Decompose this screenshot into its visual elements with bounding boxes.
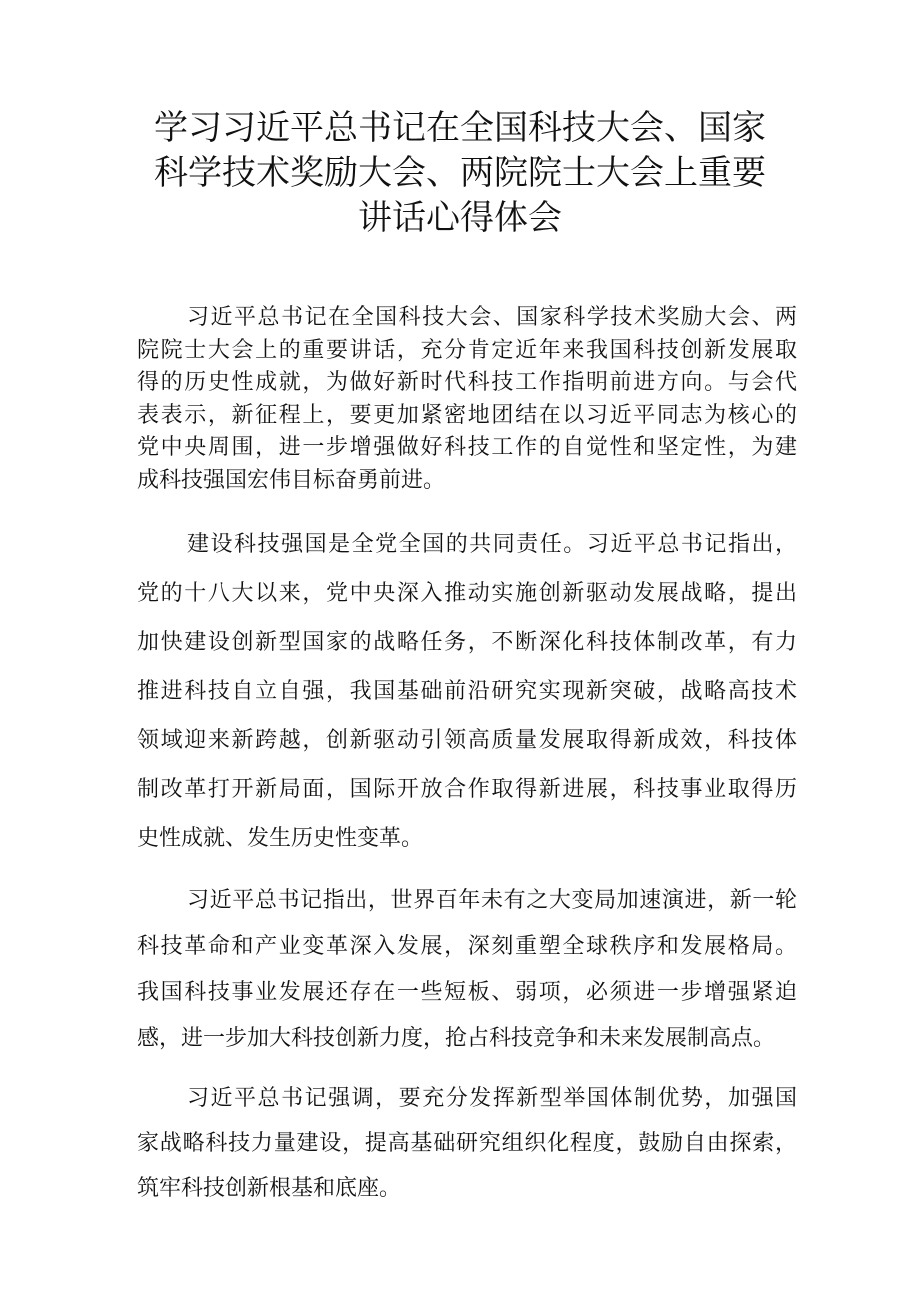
paragraph-line: 筑牢科技创新根基和底座。 xyxy=(137,1176,402,1201)
paragraph-line: 表表示，新征程上，要更加紧密地团结在以习近平同志为核心的 xyxy=(137,402,797,428)
paragraph-line: 院院士大会上的重要讲话，充分肯定近年来我国科技创新发展取 xyxy=(137,337,797,363)
paragraph-line: 家战略科技力量建设，提高基础研究组织化程度，鼓励自由探索， xyxy=(137,1131,797,1156)
title-line: 科学技术奖励大会、两院院士大会上重要 xyxy=(154,153,766,193)
paragraph-line: 领域迎来新跨越，创新驱动引领高质量发展取得新成效，科技体 xyxy=(137,728,797,753)
document-title xyxy=(130,106,790,241)
paragraph-line: 推进科技自立自强，我国基础前沿研究实现新突破，战略高技术 xyxy=(137,679,797,704)
paragraph-line: 习近平总书记指出，世界百年未有之大变局加速演进，新一轮 xyxy=(187,888,797,913)
paragraph-line: 习近平总书记在全国科技大会、国家科学技术奖励大会、两 xyxy=(187,305,797,330)
title-line: 讲话心得体会 xyxy=(358,198,562,238)
document-body xyxy=(137,302,797,1211)
paragraph-line: 党中央周围，进一步增强做好科技工作的自觉性和坚定性，为建 xyxy=(137,435,797,460)
paragraph-line: 党的十八大以来，党中央深入推动实施创新驱动发展战略，提出 xyxy=(137,581,797,606)
paragraph-line: 得的历史性成就，为做好新时代科技工作指明前进方向。与会代 xyxy=(137,370,797,395)
paragraph xyxy=(137,520,797,863)
paragraph xyxy=(137,878,797,1062)
title-line: 学习习近平总书记在全国科技大会、国家 xyxy=(154,108,766,148)
paragraph-line: 科技革命和产业变革深入发展，深刻重塑全球秩序和发展格局。 xyxy=(137,934,797,959)
paragraph-line: 我国科技事业发展还存在一些短板、弱项，必须进一步增强紧迫 xyxy=(137,980,797,1005)
paragraph-line: 加快建设创新型国家的战略任务，不断深化科技体制改革，有力 xyxy=(137,630,797,655)
paragraph-line: 史性成就、发生历史性变革。 xyxy=(137,826,424,851)
paragraph-line: 感，进一步加大科技创新力度，抢占科技竞争和未来发展制高点。 xyxy=(137,1026,776,1051)
paragraph xyxy=(137,1076,797,1211)
paragraph-line: 成科技强国宏伟目标奋勇前进。 xyxy=(137,467,446,493)
paragraph-line: 建设科技强国是全党全国的共同责任。习近平总书记指出， xyxy=(187,532,797,557)
paragraph-line: 制改革打开新局面，国际开放合作取得新进展，科技事业取得历 xyxy=(137,777,797,802)
paragraph xyxy=(137,302,797,497)
paragraph-line: 习近平总书记强调，要充分发挥新型举国体制优势，加强国 xyxy=(187,1086,797,1111)
